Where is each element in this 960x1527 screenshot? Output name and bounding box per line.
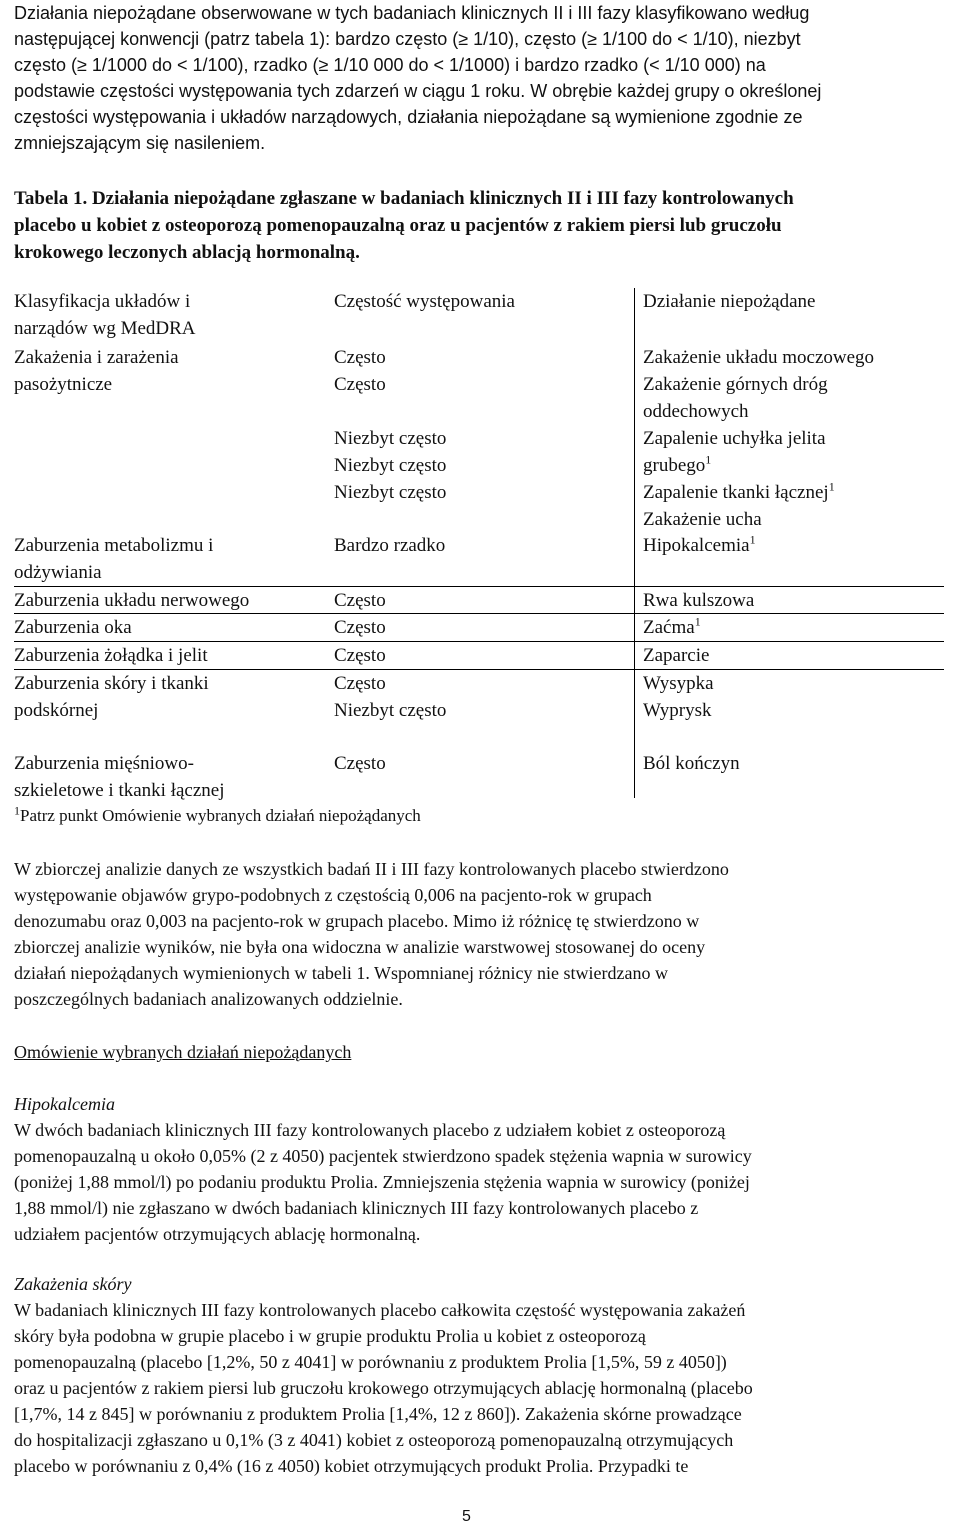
reaction-text [643, 344, 943, 371]
soc-cell [14, 344, 329, 398]
frequency-text: Często [334, 374, 386, 395]
analysis-line: występowanie objawów grypo-podobnych z częstością 0,006 na pacjento-rok w grupach [14, 885, 652, 905]
soc-text: podskórnej [14, 700, 99, 721]
footnote-ref: 1 [705, 452, 712, 467]
intro-line: często (≥ 1/1000 do < 1/100), rzadko (≥ 1/10 000 do < 1/1000) i bardzo rzadko (< 1/10 000) na [14, 55, 766, 75]
header-soc-line: narządów wg MedDRA [14, 318, 196, 339]
reaction-label: Rwa kulszowa [643, 590, 755, 611]
footnote-ref: 1 [694, 614, 701, 629]
reaction-label: Wysypka [643, 673, 714, 694]
reaction-label: oddechowych [643, 401, 749, 422]
intro-line: podstawie częstości występowania tych zdarzeń w ciągu 1 roku. W obrębie każdej grupy o określonej [14, 81, 822, 101]
caption-line: krokowego leczonych ablacją hormonalną. [14, 242, 360, 263]
reaction-label: Zakażenie górnych dróg [643, 374, 828, 395]
caption-line: placebo u kobiet z osteoporozą pomenopauzalną oraz u pacjentów z rakiem piersi lub gruczołu [14, 215, 782, 236]
frequency-cell: Często [334, 617, 386, 638]
frequency-text: Niezbyt często [334, 482, 447, 503]
skin-infections-line: placebo w porównaniu z 0,4% (16 z 4050) kobiet otrzymujących produkt Prolia. Przypadki te [14, 1456, 689, 1476]
hypocalcemia-line: (poniżej 1,88 mmol/l) po podaniu produktu Prolia. Zmniejszenia stężenia wapnia w surowicy (poniżej [14, 1172, 750, 1192]
soc-cell: Zaburzenia oka [14, 617, 132, 638]
reaction-label: Zaćma [643, 617, 695, 638]
soc-text: pasożytnicze [14, 374, 113, 395]
frequency-cell [334, 670, 634, 724]
soc-text: Zaburzenia metabolizmu i [14, 535, 214, 556]
reaction-label: Zapalenie uchyłka jelita [643, 428, 826, 449]
footnote-marker: 1 [14, 803, 20, 818]
reaction-label: Wyprysk [643, 700, 712, 721]
hypocalcemia-line: 1,88 mmol/l) nie zgłaszano w dwóch badaniach klinicznych III fazy kontrolowanych placebo z [14, 1198, 699, 1218]
hypocalcemia-line: udziałem pacjentów otrzymujących ablację hormonalną. [14, 1224, 421, 1244]
column-divider [634, 288, 635, 798]
frequency-text: Często [334, 347, 386, 368]
header-reaction: Działanie niepożądane [643, 291, 816, 312]
frequency-text: Niezbyt często [334, 455, 447, 476]
skin-infections-line: oraz u pacjentów z rakiem piersi lub gruczołu krokowego otrzymujących ablację hormonalną (placebo [14, 1378, 753, 1398]
skin-infections-title: Zakażenia skóry [14, 1274, 132, 1294]
intro-line: częstości występowania i układów narządowych, działania niepożądane są wymienione zgodnie ze [14, 107, 803, 127]
reaction-text [643, 452, 943, 479]
soc-cell: Zaburzenia żołądka i jelit [14, 645, 208, 666]
reaction-cell [643, 614, 943, 641]
intro-line: Działania niepożądane obserwowane w tych badaniach klinicznych II i III fazy klasyfikowano według [14, 3, 810, 23]
skin-infections-line: skóry była podobna w grupie placebo i w grupie produktu Prolia u kobiet z osteoporozą [14, 1326, 646, 1346]
frequency-cell: Często [334, 590, 386, 611]
skin-infections-section [14, 1271, 944, 1479]
reaction-label: Ból kończyn [643, 753, 740, 774]
skin-infections-line: W badaniach klinicznych III fazy kontrolowanych placebo całkowita częstość występowania zakażeń [14, 1300, 746, 1320]
reaction-text [643, 425, 943, 452]
reaction-cell [643, 670, 943, 724]
analysis-paragraph [14, 856, 944, 1012]
reaction-text [643, 398, 943, 425]
caption-line: Tabela 1. Działania niepożądane zgłaszane w badaniach klinicznych II i III fazy kontrolowanych [14, 188, 794, 209]
reaction-cell [643, 587, 943, 614]
reaction-label: Hipokalcemia [643, 535, 750, 556]
skin-infections-line: do hospitalizacji zgłaszano u 0,1% (3 z 4041) kobiet z osteoporozą pomenopauzalną otrzymujących [14, 1430, 734, 1450]
page-number: 5 [462, 1508, 471, 1525]
frequency-cell: Często [334, 645, 386, 666]
table-caption [14, 185, 944, 266]
analysis-line: W zbiorczej analizie danych ze wszystkich badań II i III fazy kontrolowanych placebo stwierdzono [14, 859, 729, 879]
header-frequency: Częstość występowania [334, 291, 515, 312]
analysis-line: poszczególnych badaniach analizowanych oddzielnie. [14, 989, 403, 1009]
analysis-line: działań niepożądanych wymienionych w tabeli 1. Wspomnianej różnicy nie stwierdzano w [14, 963, 668, 983]
reaction-cell [643, 532, 943, 559]
soc-text: Zakażenia i zarażenia [14, 347, 179, 368]
section-heading: Omówienie wybranych działań niepożądanych [14, 1042, 352, 1062]
frequency-cell: Bardzo rzadko [334, 535, 446, 556]
intro-paragraph [14, 0, 944, 156]
frequency-text: Często [334, 673, 386, 694]
soc-cell: Zaburzenia układu nerwowego [14, 590, 250, 611]
soc-text: Zaburzenia mięśniowo- [14, 753, 194, 774]
soc-text: szkieletowe i tkanki łącznej [14, 780, 225, 801]
soc-cell [14, 750, 329, 804]
skin-infections-line: pomenopauzalną (placebo [1,2%, 50 z 4041] w porównaniu z produktem Prolia [1,5%, 59 z 4050]) [14, 1352, 727, 1372]
intro-line: następującej konwencji (patrz tabela 1): bardzo często (≥ 1/10), często (≥ 1/100 do < 1/10), niezbyt [14, 29, 801, 49]
reaction-cell [643, 750, 943, 777]
reaction-cell [643, 642, 943, 669]
reaction-label: Zaparcie [643, 645, 710, 666]
reaction-label: Zakażenie układu moczowego [643, 347, 875, 368]
frequency-text: Niezbyt często [334, 700, 447, 721]
reaction-text [643, 371, 943, 398]
reaction-label: Zapalenie tkanki łącznej [643, 482, 829, 503]
frequency-cell: Często [334, 753, 386, 774]
hypocalcemia-line: W dwóch badaniach klinicznych III fazy kontrolowanych placebo z udziałem kobiet z osteoporozą [14, 1120, 726, 1140]
intro-line: zmniejszającym się nasileniem. [14, 133, 266, 153]
reaction-text [643, 506, 943, 533]
reaction-label: grubego [643, 455, 706, 476]
frequency-spacer [334, 398, 634, 425]
reaction-cell [643, 344, 943, 533]
frequency-cell [334, 344, 634, 506]
reaction-label: Zakażenie ucha [643, 509, 762, 530]
soc-text: odżywiania [14, 562, 102, 583]
hypocalcemia-section [14, 1091, 944, 1247]
header-soc-line: Klasyfikacja układów i [14, 291, 191, 312]
hypocalcemia-title: Hipokalcemia [14, 1094, 115, 1114]
table-footnote [14, 805, 421, 827]
soc-cell [14, 670, 329, 724]
footnote-text: Patrz punkt Omówienie wybranych działań niepożądanych [20, 806, 421, 825]
soc-text: Zaburzenia skóry i tkanki [14, 673, 209, 694]
analysis-line: denozumabu oraz 0,003 na pacjento-rok w grupach placebo. Mimo iż różnicę tę stwierdzono w [14, 911, 700, 931]
soc-cell [14, 532, 329, 586]
footnote-ref: 1 [749, 532, 756, 547]
header-soc [14, 288, 329, 342]
frequency-text: Niezbyt często [334, 428, 447, 449]
skin-infections-line: [1,7%, 14 z 845] w porównaniu z produktem Prolia [1,4%, 12 z 860]). Zakażenia skórne prowadzące [14, 1404, 742, 1424]
footnote-ref: 1 [828, 479, 835, 494]
analysis-line: zbiorczej analizie wyników, nie była ona widoczna w analizie warstwowej stosowanej do oceny [14, 937, 706, 957]
reaction-text [643, 479, 943, 506]
hypocalcemia-line: pomenopauzalną u około 0,05% (2 z 4050) pacjentek stwierdzono spadek stężenia wapnia w surowicy [14, 1146, 752, 1166]
